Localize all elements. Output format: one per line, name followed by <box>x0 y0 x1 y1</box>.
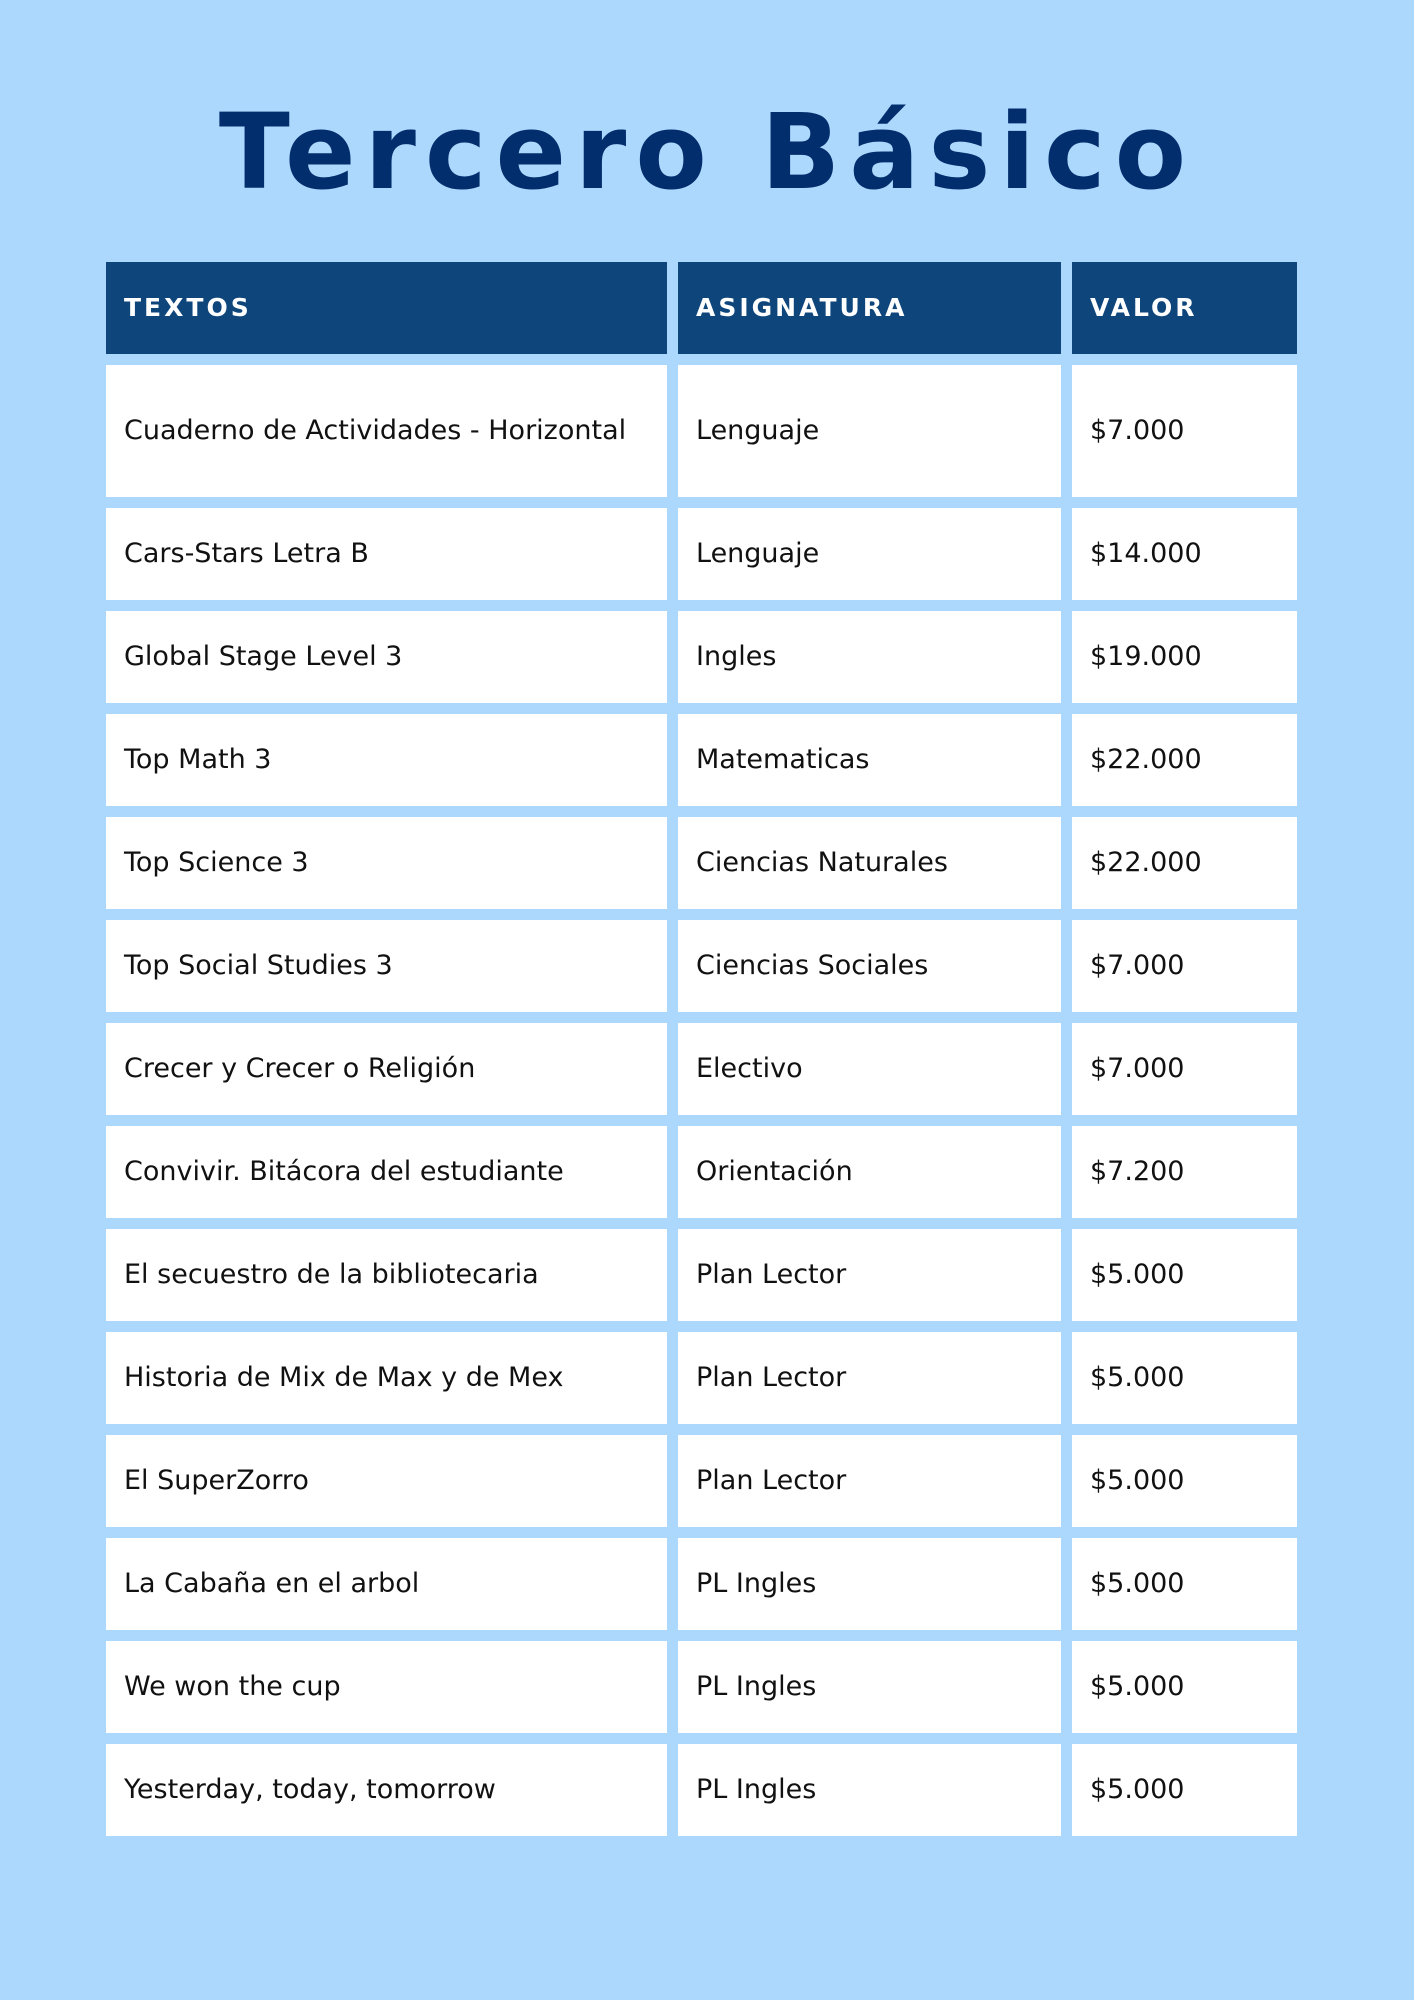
table-header-row <box>106 262 1297 354</box>
cell-texto-text: Cuaderno de Actividades - Horizontal <box>124 415 627 446</box>
cell-asignatura: PL Ingles <box>678 1744 1061 1836</box>
cell-valor: $5.000 <box>1072 1332 1297 1424</box>
cell-valor: $22.000 <box>1072 714 1297 806</box>
table-row <box>106 1332 1297 1424</box>
cell-valor: $19.000 <box>1072 611 1297 703</box>
cell-asignatura: Plan Lector <box>678 1435 1061 1527</box>
table-row <box>106 1229 1297 1321</box>
cell-texto: Top Social Studies 3 <box>106 920 667 1012</box>
cell-valor: $14.000 <box>1072 508 1297 600</box>
cell-asignatura: Ingles <box>678 611 1061 703</box>
cell-asignatura: Plan Lector <box>678 1332 1061 1424</box>
cell-texto: Top Science 3 <box>106 817 667 909</box>
cell-valor: $5.000 <box>1072 1435 1297 1527</box>
cell-valor: $5.000 <box>1072 1538 1297 1630</box>
cell-texto: Historia de Mix de Max y de Mex <box>106 1332 667 1424</box>
page-title: Tercero Básico <box>218 91 1196 213</box>
table-row <box>106 1538 1297 1630</box>
cell-texto: El SuperZorro <box>106 1435 667 1527</box>
cell-valor: $7.000 <box>1072 920 1297 1012</box>
table-row <box>106 1435 1297 1527</box>
cell-asignatura: Lenguaje <box>678 365 1061 497</box>
cell-texto: Yesterday, today, tomorrow <box>106 1744 667 1836</box>
cell-texto: Global Stage Level 3 <box>106 611 667 703</box>
table-row <box>106 611 1297 703</box>
header-valor: VALOR <box>1072 262 1297 354</box>
cell-texto: Cars-Stars Letra B <box>106 508 667 600</box>
cell-texto: La Cabaña en el arbol <box>106 1538 667 1630</box>
cell-texto: Top Math 3 <box>106 714 667 806</box>
table-row <box>106 817 1297 909</box>
table-row <box>106 1126 1297 1218</box>
table-row <box>106 365 1297 497</box>
cell-asignatura: Lenguaje <box>678 508 1061 600</box>
price-table <box>106 262 1297 1847</box>
table-row <box>106 1641 1297 1733</box>
cell-texto: Crecer y Crecer o Religión <box>106 1023 667 1115</box>
cell-valor: $5.000 <box>1072 1229 1297 1321</box>
cell-asignatura: Electivo <box>678 1023 1061 1115</box>
cell-valor: $7.200 <box>1072 1126 1297 1218</box>
table-row <box>106 1744 1297 1836</box>
table-row <box>106 1023 1297 1115</box>
cell-asignatura: Matematicas <box>678 714 1061 806</box>
cell-texto <box>106 365 667 497</box>
cell-texto: El secuestro de la bibliotecaria <box>106 1229 667 1321</box>
cell-texto: Convivir. Bitácora del estudiante <box>106 1126 667 1218</box>
header-asignatura: ASIGNATURA <box>678 262 1061 354</box>
cell-valor: $5.000 <box>1072 1744 1297 1836</box>
cell-asignatura: Ciencias Sociales <box>678 920 1061 1012</box>
table-row <box>106 714 1297 806</box>
cell-asignatura: PL Ingles <box>678 1538 1061 1630</box>
cell-asignatura: PL Ingles <box>678 1641 1061 1733</box>
table-row <box>106 920 1297 1012</box>
header-textos: TEXTOS <box>106 262 667 354</box>
cell-asignatura: Ciencias Naturales <box>678 817 1061 909</box>
cell-valor: $7.000 <box>1072 365 1297 497</box>
cell-valor: $5.000 <box>1072 1641 1297 1733</box>
table-row <box>106 508 1297 600</box>
cell-asignatura: Orientación <box>678 1126 1061 1218</box>
cell-texto: We won the cup <box>106 1641 667 1733</box>
cell-valor: $22.000 <box>1072 817 1297 909</box>
cell-valor: $7.000 <box>1072 1023 1297 1115</box>
cell-asignatura: Plan Lector <box>678 1229 1061 1321</box>
